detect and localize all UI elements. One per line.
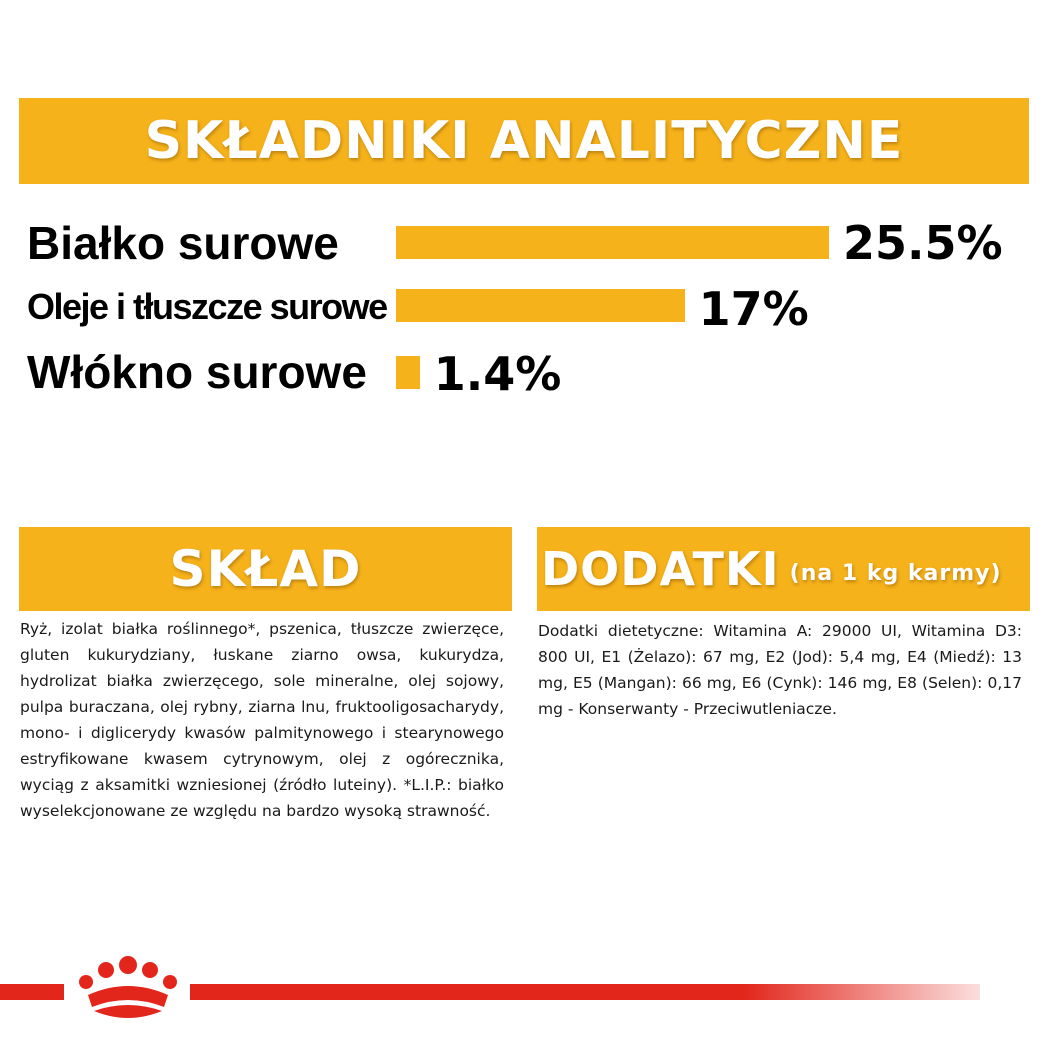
bar-fibre bbox=[396, 356, 420, 389]
row-label-fibre: Włókno surowe bbox=[27, 346, 367, 398]
dodatki-title: DODATKI bbox=[541, 542, 780, 596]
value-fibre: 1.4% bbox=[433, 347, 562, 401]
sklad-title: SKŁAD bbox=[169, 540, 362, 598]
value-protein: 25.5% bbox=[843, 216, 1003, 270]
bar-protein bbox=[396, 226, 829, 259]
value-fat: 17% bbox=[698, 282, 809, 336]
royal-crown-logo-icon bbox=[68, 955, 188, 1025]
footer-red-line-left bbox=[0, 984, 64, 1000]
dodatki-subtitle: (na 1 kg karmy) bbox=[789, 560, 1002, 586]
bar-fat bbox=[396, 289, 685, 322]
row-label-fat: Oleje i tłuszcze surowe bbox=[27, 286, 387, 327]
row-label-protein: Białko surowe bbox=[27, 217, 339, 269]
analytic-title: SKŁADNIKI ANALITYCZNE bbox=[144, 111, 904, 171]
footer-red-line-right bbox=[190, 984, 980, 1000]
analytic-banner bbox=[19, 98, 1029, 184]
sklad-text: Ryż, izolat białka roślinnego*, pszenica, tłuszcze zwierzęce, gluten kukurydziany, łuskane ziarno owsa, kukurydza, hydrolizat białka zwierzęcego, sole mineralne, olej sojowy, pulpa buraczana, olej rybny, ziarna lnu, fruktooligosacharydy, mono- i diglicerydy kwasów palmitynowego i stearynowego estryfikowane kwasem cytrynowym, olej z ogórecznika, wyciąg z aksamitki wzniesionej (źródło luteiny). *L.I.P.: białko wyselekcjonowane ze względu na bardzo wysoką strawność. bbox=[20, 620, 504, 820]
sklad-banner bbox=[19, 527, 512, 611]
dodatki-banner bbox=[537, 527, 1030, 611]
dodatki-text: Dodatki dietetyczne: Witamina A: 29000 UI, Witamina D3: 800 UI, E1 (Żelazo): 67 mg, E2 (Jod): 5,4 mg, E4 (Miedź): 13 mg, E5 (Mangan): 66 mg, E6 (Cynk): 146 mg, E8 (Selen): 0,17 mg - Konserwanty - Przeciwutleniacze. bbox=[538, 622, 1022, 718]
